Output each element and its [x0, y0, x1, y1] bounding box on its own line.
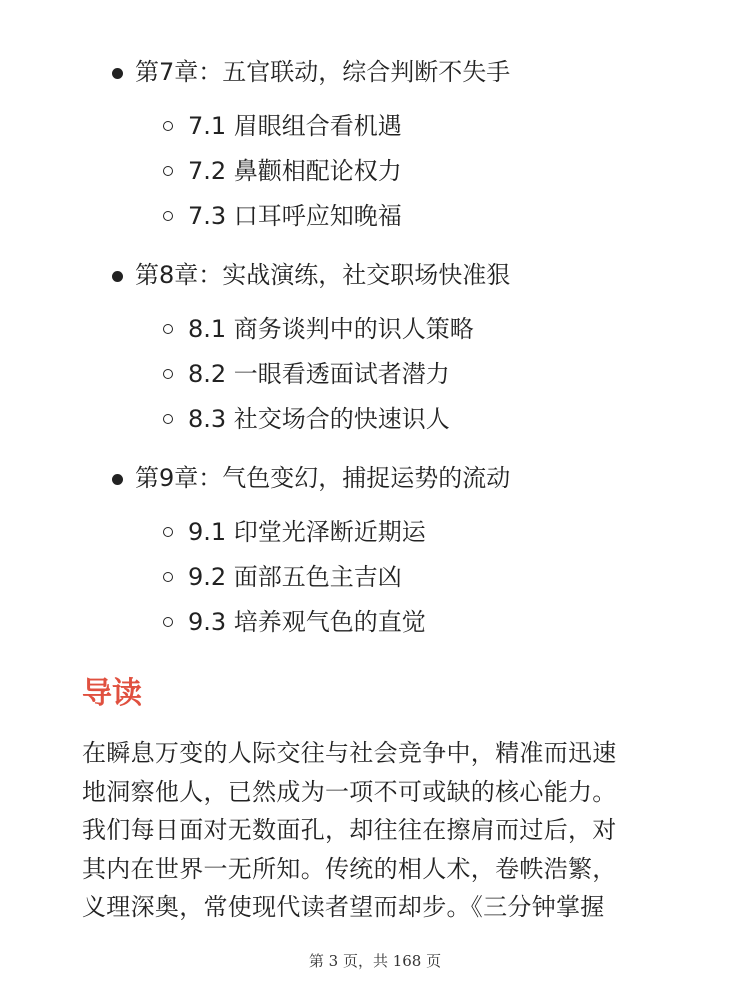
- table-of-contents: [0, 48, 750, 657]
- intro-line: 我们每日面对无数面孔，却往往在擦肩而过后，对: [82, 816, 617, 844]
- circle-bullet-icon: [163, 369, 173, 379]
- bullet-icon: [112, 68, 123, 79]
- chapter-title: 第7章：五官联动，综合判断不失手: [135, 58, 511, 86]
- toc-section: [0, 194, 750, 239]
- circle-bullet-icon: [163, 324, 173, 334]
- circle-bullet-icon: [163, 121, 173, 131]
- section-list: [135, 104, 750, 239]
- toc-section: [0, 104, 750, 149]
- section-heading: 导读: [82, 676, 142, 711]
- circle-bullet-icon: [163, 166, 173, 176]
- section-title: 7.3 口耳呼应知晚福: [188, 202, 402, 230]
- section-list: [135, 510, 750, 645]
- bullet-icon: [112, 271, 123, 282]
- section-title: 9.3 培养观气色的直觉: [188, 608, 426, 636]
- chapter-title: 第8章：实战演练，社交职场快准狠: [135, 261, 511, 289]
- bullet-icon: [112, 474, 123, 485]
- intro-line: 其内在世界一无所知。传统的相人术，卷帙浩繁，: [82, 854, 617, 883]
- toc-section: [0, 397, 750, 442]
- toc-chapter-7: [0, 48, 750, 239]
- section-title: 8.1 商务谈判中的识人策略: [188, 315, 474, 343]
- toc-chapter-9: [0, 454, 750, 645]
- circle-bullet-icon: [163, 211, 173, 221]
- toc-section: [0, 555, 750, 600]
- section-title: 7.2 鼻颧相配论权力: [188, 157, 402, 185]
- toc-section: [0, 352, 750, 397]
- section-title: 8.3 社交场合的快速识人: [188, 405, 450, 433]
- intro-paragraph: [82, 734, 672, 927]
- page-number-footer: 第 3 页，共 168 页: [308, 952, 442, 970]
- toc-section: [0, 307, 750, 352]
- circle-bullet-icon: [163, 414, 173, 424]
- toc-section: [0, 149, 750, 194]
- toc-section: [0, 600, 750, 645]
- section-list: [135, 307, 750, 442]
- toc-chapter-8: [0, 251, 750, 442]
- intro-line: 在瞬息万变的人际交往与社会竞争中，精准而迅速: [82, 739, 617, 767]
- chapter-title: 第9章：气色变幻，捕捉运势的流动: [135, 464, 511, 492]
- section-title: 9.1 印堂光泽断近期运: [188, 518, 426, 546]
- circle-bullet-icon: [163, 572, 173, 582]
- section-title: 9.2 面部五色主吉凶: [188, 563, 402, 591]
- toc-section: [0, 510, 750, 555]
- circle-bullet-icon: [163, 527, 173, 537]
- section-title: 7.1 眉眼组合看机遇: [188, 112, 402, 140]
- circle-bullet-icon: [163, 617, 173, 627]
- intro-line: 地洞察他人，已然成为一项不可或缺的核心能力。: [82, 777, 617, 806]
- section-title: 8.2 一眼看透面试者潜力: [188, 360, 450, 388]
- intro-line: 义理深奥，常使现代读者望而却步。《三分钟掌握: [82, 893, 605, 921]
